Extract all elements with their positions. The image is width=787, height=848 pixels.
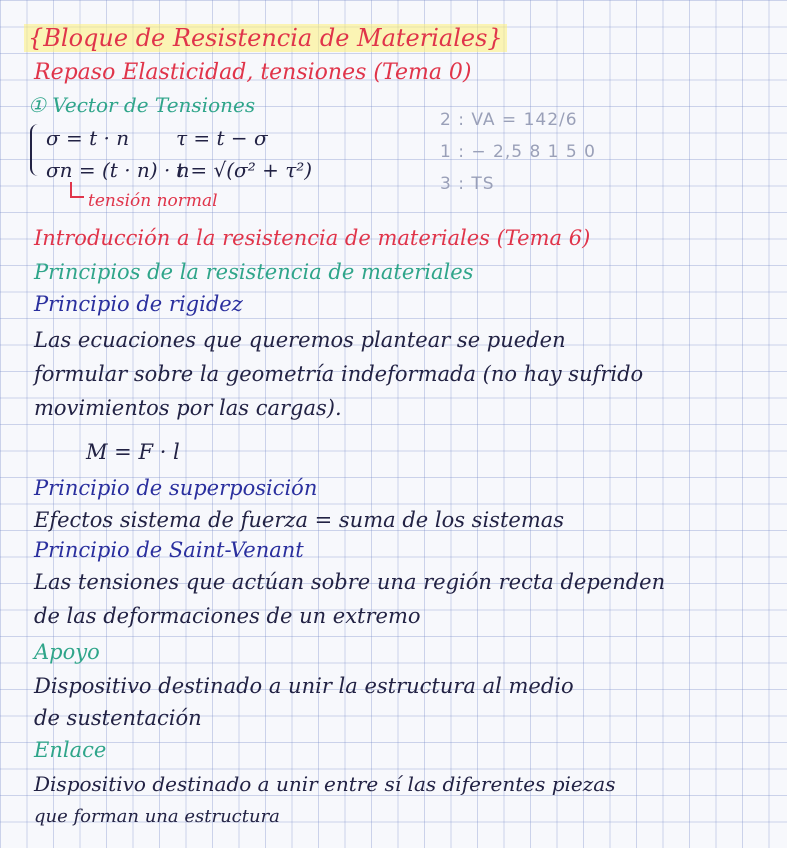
section-text: que forman una estructura: [34, 806, 280, 827]
title-text: Bloque de Resistencia de Materiales: [43, 24, 488, 52]
side-note: 2 : VA = 142/6: [440, 110, 578, 130]
section-text: Dispositivo destinado a unir la estructura al medio: [34, 674, 574, 698]
section-text: de sustentación: [34, 706, 202, 730]
section-text: de las deformaciones de un extremo: [34, 604, 421, 628]
section-text: Las tensiones que actúan sobre una región recta dependen: [34, 570, 666, 594]
section-text: Efectos sistema de fuerza = suma de los sistemas: [34, 508, 565, 532]
principles-heading: Principios de la resistencia de materiales: [34, 260, 474, 284]
brace-icon: [30, 124, 42, 176]
formula-moment: M = F · l: [86, 440, 180, 464]
section-heading: Apoyo: [34, 640, 100, 664]
arrow-icon: [70, 182, 84, 198]
equation-tau: τ = t − σ: [176, 126, 268, 150]
equation-sigma: σ = t · n: [46, 126, 130, 150]
section-heading: Principio de rigidez: [34, 292, 243, 316]
section-text: Las ecuaciones que queremos plantear se pueden: [34, 328, 566, 352]
section-text: movimientos por las cargas).: [34, 396, 342, 420]
section-text: formular sobre la geometría indeformada (no hay sufrido: [34, 362, 644, 386]
section-heading: Principio de superposición: [34, 476, 318, 500]
section-heading: Principio de Saint-Venant: [34, 538, 304, 562]
review-heading: Repaso Elasticidad, tensiones (Tema 0): [34, 60, 472, 85]
intro-heading: Introducción a la resistencia de materiales (Tema 6): [34, 226, 591, 250]
section-text: Dispositivo destinado a unir entre sí las diferentes piezas: [34, 772, 616, 796]
equation-sigma-n: σn = (t · n) · n: [46, 158, 190, 182]
vector-heading: ① Vector de Tensiones: [28, 93, 256, 117]
side-note: 3 : TS: [440, 174, 495, 194]
side-note: 1 : − 2,5 8 1 5 0: [440, 142, 596, 162]
page-title: {Bloque de Resistencia de Materiales}: [24, 26, 507, 50]
equation-t-magnitude: t = √(σ² + τ²): [176, 158, 313, 182]
section-heading: Enlace: [34, 738, 107, 762]
normal-stress-note: tensión normal: [88, 191, 218, 211]
